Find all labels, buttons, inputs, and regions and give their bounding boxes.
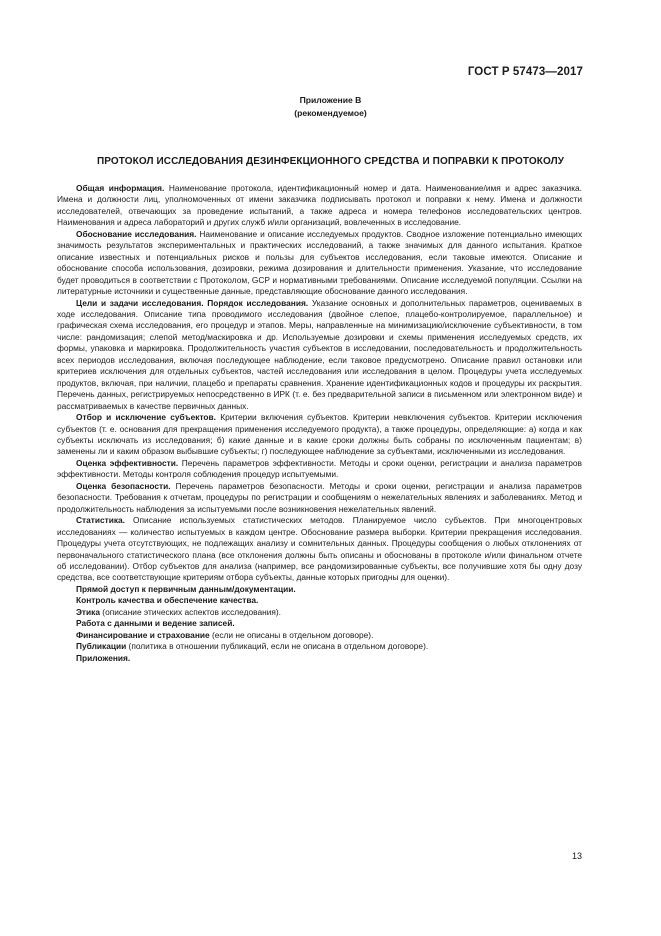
section-statistics (57, 515, 582, 584)
appendix-label: Приложение В (299, 95, 362, 105)
section-text: (политика в отношении публикаций, если не описана в отдельном договоре). (126, 641, 429, 652)
section-appendices (57, 653, 582, 664)
section-heading: Статистика. (76, 515, 125, 526)
section-text: Описание используемых статистических методов. Планируемое число субъектов. При многоцентровых исследованиях — количество испытуемых в каждом центре. Обоснование размера выборки. Критерии прекращения исследования. Процедуры учета отсутствующих, не подлежащих анализу и сомнительных данных. Процедуры сообщения о любых отклонениях от первоначального статистического плана (все отклонения должны быть описаны и обоснованы в протоколе и/или финальном отчете об исследовании). Отбор субъектов для анализа (например, все рандомизированные субъекты, все получившие хотя бы одну дозу средства, все соответствующие критериям отбора субъекты, данные которых пригодны для оценки). (57, 515, 582, 583)
section-text: Критерии включения субъектов. Критерии невключения субъектов. Критерии исключения субъектов (т. е. основания для прекращения применения исследуемого продукта), а также процедуры, определяющие: а) когда и как субъекты исключать из исследования; б) какие данные и в какие сроки должны быть собраны по исключенным пациентам; в) заменены ли и каким образом выбывшие субъекты; г) последующее наблюдение за субъектами, исключенными из исследования. (57, 412, 582, 457)
section-direct-access (57, 584, 582, 595)
section-heading: Приложения. (76, 652, 131, 663)
section-justification (57, 229, 582, 298)
section-heading: Обоснование исследования. (76, 228, 197, 239)
section-heading: Цели и задачи исследования. Порядок исследования. (76, 297, 309, 308)
section-heading: Контроль качества и обеспечение качества. (76, 595, 259, 606)
section-text: Перечень параметров эффективности. Методы и сроки оценки, регистрации и анализа параметров эффективности. Методы контроля соблюдения процедур испытуемыми. (57, 457, 582, 480)
section-text: Наименование протокола, идентификационный номер и дата. Наименование/имя и адрес заказчика. Имена и должности лиц, уполномоченных от имени заказчика подписывать протокол и поправки к нему. Имена и должности исследователей, отвечающих за проведение испытаний, а также адреса и номера телефонов исследовательских центров. Наименования и адреса лабораторий и других служб и/или организаций, вовлеченных в исследование. (57, 183, 582, 228)
section-heading: Оценка эффективности. (76, 457, 179, 468)
section-heading: Этика (76, 606, 100, 617)
section-text: (если не описаны в отдельном договоре). (209, 629, 374, 640)
section-heading: Финансирование и страхование (76, 629, 210, 640)
section-subject-selection (57, 412, 582, 458)
section-heading: Общая информация. (76, 183, 165, 193)
section-text: Наименование и описание исследуемых продуктов. Сводное изложение потенциально имеющих значимость результатов экспериментальных и практических исследований, а также значимых для данного испытания. Краткое описание известных и потенциальных рисков и пользы для субъектов исследования, если таковые имеются. Описание и обоснование способа использования, дозировки, режима дозирования и длительности применения. Указание, что исследование будет проводиться в соответствии с Протоколом, GCP и нормативными требованиями. Описание исследуемой популяции. Ссылки на литературные источники и существенные данные, представляющие обоснование данного исследования. (57, 228, 582, 297)
section-heading: Публикации (76, 641, 127, 652)
section-data-handling (57, 618, 582, 629)
page-number: 13 (571, 851, 582, 861)
section-text: Перечень параметров безопасности. Методы и сроки оценки, регистрации и анализа параметров безопасности. Требования к отчетам, процедуры по регистрации и сообщениям о нежелательных явлениях и заболеваниях. Метод и продолжительность наблюдения за испытуемыми после возникновения нежелательных явлений. (57, 480, 582, 514)
section-heading: Работа с данными и ведение записей. (76, 618, 235, 629)
section-safety (57, 481, 582, 515)
section-general-info (57, 183, 582, 229)
appendix-heading (0, 94, 661, 120)
section-efficacy (57, 458, 582, 481)
section-ethics (57, 607, 582, 618)
section-text: Указание основных и дополнительных параметров, оцениваемых в ходе исследования. Описание типа проводимого исследования (двойное слепое, плацебо-контролируемое, параллельное) и графическая схема исследования, его процедур и этапов. Меры, направленные на минимизацию/исключение субъективности, в том числе: рандомизация; слепой метод/маскировка и др. Используемые дозировки и схемы применения исследуемых средств, их формы, упаковка и маркировка. Продолжительность участия субъектов в исследовании, последовательность и продолжительность всех периодов исследования, включая последующее наблюдение, если таковое предусмотрено. Описание правил остановки или критериев исключения для отдельных субъектов, частей исследования или исследования в целом. Процедуры учета исследуемых продуктов, включая, при наличии, плацебо и препараты сравнения. Хранение идентификационных кодов и процедуры их раскрытия. Перечень данных, регистрируемых непосредственно в ИРК (т. е. без предварительной записи в письменном или электронном виде) и рассматриваемых в качестве первичных данных. (57, 297, 582, 411)
appendix-note: (рекомендуемое) (294, 108, 367, 118)
section-heading: Прямой доступ к первичным данным/документации. (76, 583, 296, 594)
protocol-body (57, 183, 582, 664)
section-heading: Отбор и исключение субъектов. (76, 412, 216, 423)
section-goals-procedure (57, 298, 582, 413)
section-quality-control (57, 595, 582, 606)
section-financing (57, 630, 582, 641)
document-header: ГОСТ Р 57473—2017 (467, 66, 583, 78)
section-text: (описание этических аспектов исследования). (99, 606, 281, 617)
section-publications (57, 641, 582, 652)
page-title: ПРОТОКОЛ ИССЛЕДОВАНИЯ ДЕЗИНФЕКЦИОННОГО СРЕДСТВА И ПОПРАВКИ К ПРОТОКОЛУ (96, 156, 565, 167)
section-heading: Оценка безопасности. (76, 480, 171, 491)
